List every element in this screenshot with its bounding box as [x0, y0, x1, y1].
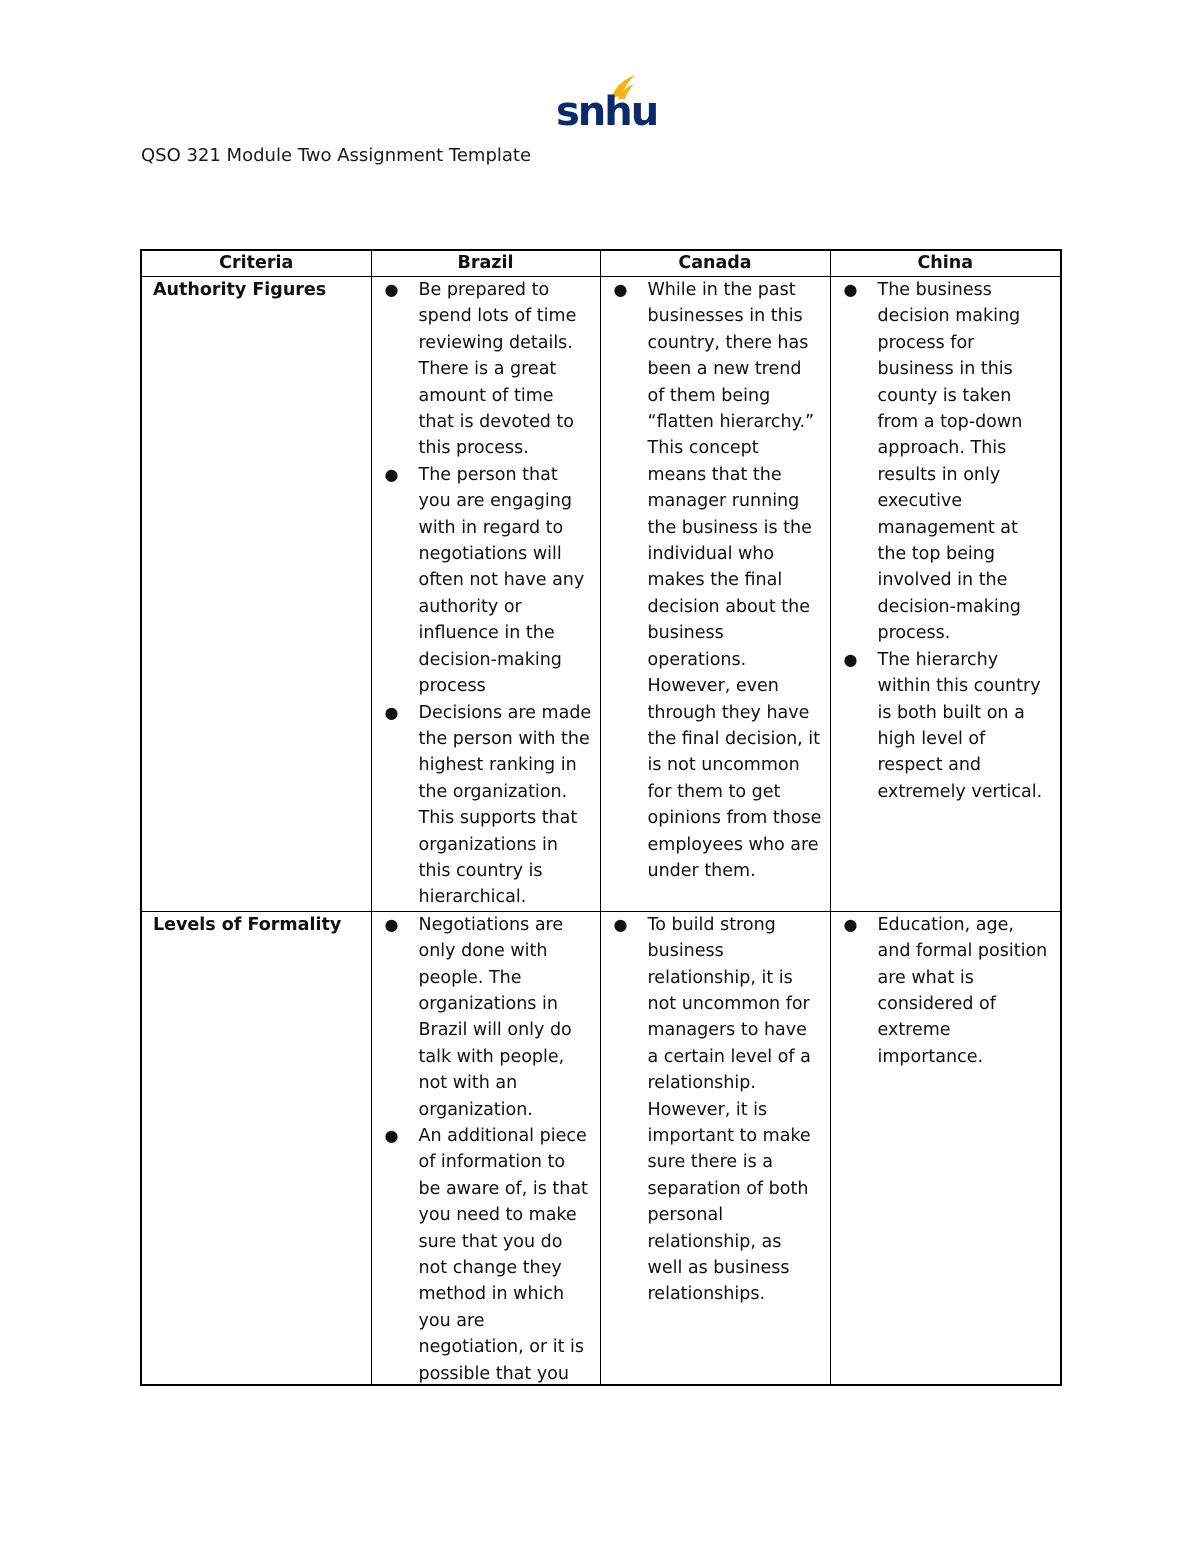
header-brazil: Brazil [371, 250, 600, 277]
list-item-text: The hierarchy within this country is both built on a high level of respect and extremely vertical. [877, 649, 1043, 802]
bullet-icon: ● [843, 914, 858, 934]
canada-bullet-list [612, 912, 822, 1308]
bullet-icon: ● [613, 280, 628, 299]
brazil-cell [371, 277, 600, 912]
list-item-text: The business decision making process for business in this county is taken from a top-down approach. This results in only executive management at the top being involved in the decision-making process. [877, 280, 1023, 644]
table-header-row [141, 250, 1061, 277]
china-bullet-list [842, 277, 1053, 805]
bullet-icon: ● [384, 1126, 399, 1145]
list-item [842, 647, 1053, 805]
criteria-authority-figures: Authority Figures [141, 277, 371, 912]
list-item [842, 912, 1053, 1070]
canada-bullet-list [612, 277, 822, 884]
list-item [612, 277, 822, 884]
list-item-text: An additional piece of information to be aware of, is that you need to make sure that you do not change they method in which you are negotiation, or it is possible that you [418, 1126, 588, 1384]
brazil-cell [371, 911, 600, 1385]
header-criteria: Criteria [141, 250, 371, 277]
snhu-logo [556, 72, 658, 135]
brazil-bullet-list [383, 912, 592, 1384]
list-item-text: Education, age, and formal position are what is considered of extreme importance. [877, 914, 1048, 1067]
china-bullet-list [842, 912, 1053, 1070]
list-item-text: Negotiations are only done with people. The organizations in Brazil will only do talk with people, not with an organization. [418, 914, 572, 1120]
bullet-icon: ● [384, 914, 399, 934]
criteria-levels-of-formality: Levels of Formality [141, 911, 371, 1385]
header-canada: Canada [600, 250, 830, 277]
brazil-bullet-list [383, 277, 592, 911]
bullet-icon: ● [843, 280, 858, 299]
bullet-icon: ● [384, 280, 399, 299]
bullet-icon: ● [613, 914, 628, 934]
bullet-icon: ● [384, 464, 399, 484]
list-item [383, 700, 592, 911]
bullet-icon: ● [843, 649, 858, 669]
comparison-table [140, 249, 1062, 1386]
header-china: China [830, 250, 1061, 277]
canada-cell [600, 277, 830, 912]
list-item [383, 1123, 592, 1384]
list-item [383, 462, 592, 700]
logo-wordmark: snhu [556, 89, 658, 135]
list-item [612, 912, 822, 1308]
china-cell [830, 277, 1061, 912]
canada-cell [600, 911, 830, 1385]
china-cell [830, 911, 1061, 1385]
list-item-text: Be prepared to spend lots of time reviewing details. There is a great amount of time that is devoted to this process. [418, 280, 577, 459]
bullet-icon: ● [384, 702, 399, 722]
table-row [141, 911, 1061, 1385]
list-item-text: While in the past businesses in this country, there has been a new trend of them being “flatten hierarchy.” This concept means that the manager running the business is the individual who makes the final decision about the business operations. However, even through they have the final decision, it is not uncommon for them to get opinions from those employees who are under them. [647, 280, 822, 881]
table-row [141, 277, 1061, 912]
list-item-text: Decisions are made the person with the highest ranking in the organization. This supports that organizations in this country is hierarchical. [418, 702, 592, 908]
list-item-text: To build strong business relationship, it is not uncommon for managers to have a certain level of a relationship. However, it is important to make sure there is a separation of both personal relationship, as well as business relationships. [647, 914, 811, 1305]
document-title: QSO 321 Module Two Assignment Template [141, 145, 532, 166]
list-item [383, 277, 592, 462]
list-item [842, 277, 1053, 647]
list-item [383, 912, 592, 1123]
list-item-text: The person that you are engaging with in regard to negotiations will often not have any authority or influence in the decision-making process [418, 464, 585, 697]
